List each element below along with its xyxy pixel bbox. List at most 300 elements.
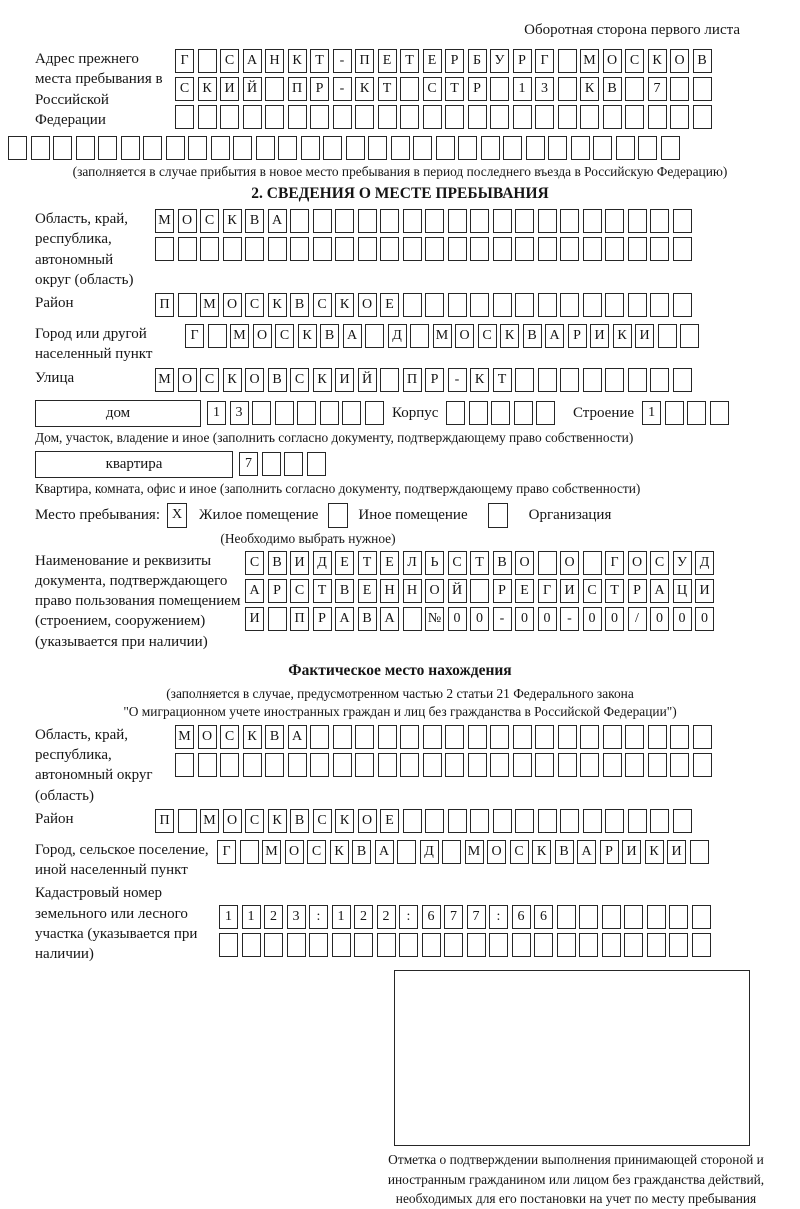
char-cell[interactable]: Р: [493, 579, 512, 603]
char-cell[interactable]: [548, 136, 567, 160]
char-cell[interactable]: Г: [185, 324, 204, 348]
char-cell[interactable]: [628, 237, 647, 261]
char-cell[interactable]: 1: [513, 77, 532, 101]
char-cell[interactable]: М: [155, 368, 174, 392]
char-cell[interactable]: О: [628, 551, 647, 575]
char-cell[interactable]: О: [245, 368, 264, 392]
char-cell[interactable]: [233, 136, 252, 160]
char-cell[interactable]: С: [245, 809, 264, 833]
char-cell[interactable]: [493, 237, 512, 261]
char-cell[interactable]: [536, 401, 555, 425]
char-cell[interactable]: [403, 209, 422, 233]
checkbox-other-premises[interactable]: [328, 503, 348, 528]
char-cell[interactable]: И: [635, 324, 654, 348]
char-cell[interactable]: [593, 136, 612, 160]
char-cell[interactable]: С: [220, 49, 239, 73]
char-cell[interactable]: К: [223, 368, 242, 392]
char-cell[interactable]: [284, 452, 303, 476]
char-cell[interactable]: 7: [467, 905, 486, 929]
char-cell[interactable]: К: [268, 293, 287, 317]
char-cell[interactable]: [490, 77, 509, 101]
char-cell[interactable]: Н: [380, 579, 399, 603]
char-cell[interactable]: [693, 105, 712, 129]
char-cell[interactable]: К: [470, 368, 489, 392]
char-cell[interactable]: -: [560, 607, 579, 631]
char-cell[interactable]: [403, 293, 422, 317]
char-cell[interactable]: И: [335, 368, 354, 392]
char-cell[interactable]: [422, 933, 441, 957]
char-cell[interactable]: [558, 105, 577, 129]
char-cell[interactable]: [425, 237, 444, 261]
char-cell[interactable]: С: [200, 368, 219, 392]
char-cell[interactable]: [625, 105, 644, 129]
char-cell[interactable]: Р: [468, 77, 487, 101]
char-cell[interactable]: [198, 753, 217, 777]
char-cell[interactable]: [538, 809, 557, 833]
char-cell[interactable]: [538, 209, 557, 233]
char-cell[interactable]: -: [493, 607, 512, 631]
char-cell[interactable]: [538, 237, 557, 261]
char-cell[interactable]: К: [532, 840, 551, 864]
char-cell[interactable]: [368, 136, 387, 160]
char-cell[interactable]: 3: [230, 401, 249, 425]
char-cell[interactable]: [650, 368, 669, 392]
char-cell[interactable]: Ц: [673, 579, 692, 603]
char-cell[interactable]: [377, 933, 396, 957]
char-cell[interactable]: [448, 809, 467, 833]
char-cell[interactable]: А: [243, 49, 262, 73]
char-cell[interactable]: [468, 753, 487, 777]
char-cell[interactable]: [410, 324, 429, 348]
char-cell[interactable]: О: [178, 368, 197, 392]
char-cell[interactable]: О: [223, 809, 242, 833]
char-cell[interactable]: [648, 105, 667, 129]
char-cell[interactable]: М: [230, 324, 249, 348]
char-cell[interactable]: Т: [400, 49, 419, 73]
char-cell[interactable]: [603, 105, 622, 129]
char-cell[interactable]: И: [560, 579, 579, 603]
char-cell[interactable]: [423, 725, 442, 749]
char-cell[interactable]: М: [580, 49, 599, 73]
char-cell[interactable]: -: [333, 77, 352, 101]
char-cell[interactable]: О: [455, 324, 474, 348]
char-cell[interactable]: [178, 293, 197, 317]
char-cell[interactable]: [400, 725, 419, 749]
char-cell[interactable]: [616, 136, 635, 160]
char-cell[interactable]: С: [423, 77, 442, 101]
char-cell[interactable]: 0: [583, 607, 602, 631]
char-cell[interactable]: [558, 49, 577, 73]
char-cell[interactable]: [355, 753, 374, 777]
char-cell[interactable]: О: [425, 579, 444, 603]
char-cell[interactable]: [275, 401, 294, 425]
char-cell[interactable]: Р: [268, 579, 287, 603]
char-cell[interactable]: [469, 401, 488, 425]
char-cell[interactable]: Г: [535, 49, 554, 73]
char-cell[interactable]: [245, 237, 264, 261]
char-cell[interactable]: [481, 136, 500, 160]
char-cell[interactable]: 1: [242, 905, 261, 929]
char-cell[interactable]: [268, 237, 287, 261]
char-cell[interactable]: [603, 725, 622, 749]
char-cell[interactable]: Р: [313, 607, 332, 631]
char-cell[interactable]: П: [403, 368, 422, 392]
char-cell[interactable]: 7: [648, 77, 667, 101]
char-cell[interactable]: [557, 905, 576, 929]
char-cell[interactable]: [278, 136, 297, 160]
char-cell[interactable]: №: [425, 607, 444, 631]
char-cell[interactable]: [391, 136, 410, 160]
char-cell[interactable]: [252, 401, 271, 425]
char-cell[interactable]: А: [577, 840, 596, 864]
char-cell[interactable]: К: [243, 725, 262, 749]
char-cell[interactable]: [560, 293, 579, 317]
char-cell[interactable]: [448, 293, 467, 317]
char-cell[interactable]: Н: [265, 49, 284, 73]
char-cell[interactable]: [31, 136, 50, 160]
char-cell[interactable]: [605, 293, 624, 317]
char-cell[interactable]: [560, 209, 579, 233]
char-cell[interactable]: [647, 933, 666, 957]
char-cell[interactable]: [423, 753, 442, 777]
char-cell[interactable]: [558, 725, 577, 749]
char-cell[interactable]: С: [245, 293, 264, 317]
char-cell[interactable]: К: [645, 840, 664, 864]
char-cell[interactable]: :: [399, 905, 418, 929]
char-cell[interactable]: С: [478, 324, 497, 348]
char-cell[interactable]: 6: [534, 905, 553, 929]
char-cell[interactable]: [333, 753, 352, 777]
char-cell[interactable]: С: [650, 551, 669, 575]
char-cell[interactable]: [265, 753, 284, 777]
char-cell[interactable]: 2: [354, 905, 373, 929]
char-cell[interactable]: [648, 725, 667, 749]
char-cell[interactable]: 2: [377, 905, 396, 929]
char-cell[interactable]: В: [268, 368, 287, 392]
char-cell[interactable]: [143, 136, 162, 160]
char-cell[interactable]: [175, 105, 194, 129]
char-cell[interactable]: [490, 105, 509, 129]
char-cell[interactable]: Д: [695, 551, 714, 575]
char-cell[interactable]: [513, 105, 532, 129]
char-cell[interactable]: [710, 401, 729, 425]
char-cell[interactable]: [256, 136, 275, 160]
char-cell[interactable]: [535, 753, 554, 777]
char-cell[interactable]: [512, 933, 531, 957]
char-cell[interactable]: В: [693, 49, 712, 73]
char-cell[interactable]: Л: [403, 551, 422, 575]
char-cell[interactable]: У: [490, 49, 509, 73]
char-cell[interactable]: 0: [448, 607, 467, 631]
char-cell[interactable]: [425, 809, 444, 833]
char-cell[interactable]: -: [333, 49, 352, 73]
char-cell[interactable]: А: [335, 607, 354, 631]
char-cell[interactable]: [397, 840, 416, 864]
char-cell[interactable]: [53, 136, 72, 160]
char-cell[interactable]: И: [667, 840, 686, 864]
char-cell[interactable]: [680, 324, 699, 348]
char-cell[interactable]: М: [262, 840, 281, 864]
char-cell[interactable]: Г: [175, 49, 194, 73]
char-cell[interactable]: П: [155, 809, 174, 833]
char-cell[interactable]: [605, 368, 624, 392]
char-cell[interactable]: Ь: [425, 551, 444, 575]
char-cell[interactable]: А: [343, 324, 362, 348]
char-cell[interactable]: [467, 933, 486, 957]
char-cell[interactable]: [342, 401, 361, 425]
char-cell[interactable]: М: [200, 293, 219, 317]
char-cell[interactable]: [489, 933, 508, 957]
char-cell[interactable]: И: [590, 324, 609, 348]
char-cell[interactable]: В: [352, 840, 371, 864]
char-cell[interactable]: [579, 905, 598, 929]
char-cell[interactable]: 6: [512, 905, 531, 929]
char-cell[interactable]: Е: [423, 49, 442, 73]
char-cell[interactable]: А: [245, 579, 264, 603]
char-cell[interactable]: [670, 725, 689, 749]
char-cell[interactable]: 3: [287, 905, 306, 929]
char-cell[interactable]: [243, 753, 262, 777]
char-cell[interactable]: [178, 809, 197, 833]
char-cell[interactable]: [602, 933, 621, 957]
char-cell[interactable]: В: [290, 293, 309, 317]
char-cell[interactable]: И: [290, 551, 309, 575]
char-cell[interactable]: К: [288, 49, 307, 73]
char-cell[interactable]: [470, 237, 489, 261]
char-cell[interactable]: [670, 77, 689, 101]
char-cell[interactable]: [605, 209, 624, 233]
char-cell[interactable]: [166, 136, 185, 160]
char-cell[interactable]: [557, 933, 576, 957]
char-cell[interactable]: [378, 725, 397, 749]
char-cell[interactable]: Д: [313, 551, 332, 575]
char-cell[interactable]: /: [628, 607, 647, 631]
char-cell[interactable]: [470, 293, 489, 317]
char-cell[interactable]: [515, 809, 534, 833]
char-cell[interactable]: [673, 293, 692, 317]
char-cell[interactable]: [514, 401, 533, 425]
char-cell[interactable]: [538, 551, 557, 575]
char-cell[interactable]: [380, 209, 399, 233]
char-cell[interactable]: С: [313, 809, 332, 833]
char-cell[interactable]: А: [650, 579, 669, 603]
char-cell[interactable]: Д: [388, 324, 407, 348]
char-cell[interactable]: [223, 237, 242, 261]
char-cell[interactable]: [445, 725, 464, 749]
char-cell[interactable]: [445, 753, 464, 777]
char-cell[interactable]: Н: [403, 579, 422, 603]
char-cell[interactable]: [290, 209, 309, 233]
char-cell[interactable]: В: [358, 607, 377, 631]
char-cell[interactable]: В: [555, 840, 574, 864]
char-cell[interactable]: [693, 725, 712, 749]
char-cell[interactable]: О: [515, 551, 534, 575]
char-cell[interactable]: 3: [535, 77, 554, 101]
char-cell[interactable]: [365, 401, 384, 425]
char-cell[interactable]: С: [290, 368, 309, 392]
char-cell[interactable]: Т: [493, 368, 512, 392]
char-cell[interactable]: [413, 136, 432, 160]
char-cell[interactable]: С: [307, 840, 326, 864]
char-cell[interactable]: [538, 368, 557, 392]
char-cell[interactable]: [625, 753, 644, 777]
char-cell[interactable]: [445, 105, 464, 129]
char-cell[interactable]: А: [375, 840, 394, 864]
char-cell[interactable]: В: [245, 209, 264, 233]
char-cell[interactable]: [638, 136, 657, 160]
char-cell[interactable]: [693, 77, 712, 101]
char-cell[interactable]: [365, 324, 384, 348]
char-cell[interactable]: [448, 237, 467, 261]
char-cell[interactable]: С: [290, 579, 309, 603]
char-cell[interactable]: [355, 725, 374, 749]
char-cell[interactable]: [515, 209, 534, 233]
char-cell[interactable]: [650, 809, 669, 833]
char-cell[interactable]: Е: [378, 49, 397, 73]
char-cell[interactable]: [692, 933, 711, 957]
char-cell[interactable]: [400, 105, 419, 129]
char-cell[interactable]: [323, 136, 342, 160]
char-cell[interactable]: [220, 105, 239, 129]
char-cell[interactable]: [648, 753, 667, 777]
char-cell[interactable]: [580, 753, 599, 777]
char-cell[interactable]: Е: [380, 551, 399, 575]
char-cell[interactable]: [403, 237, 422, 261]
char-cell[interactable]: [625, 725, 644, 749]
char-cell[interactable]: [535, 725, 554, 749]
char-cell[interactable]: [320, 401, 339, 425]
char-cell[interactable]: [444, 933, 463, 957]
char-cell[interactable]: К: [613, 324, 632, 348]
char-cell[interactable]: [558, 77, 577, 101]
char-cell[interactable]: [76, 136, 95, 160]
char-cell[interactable]: [571, 136, 590, 160]
char-cell[interactable]: [313, 209, 332, 233]
char-cell[interactable]: [470, 209, 489, 233]
char-cell[interactable]: [468, 725, 487, 749]
char-cell[interactable]: П: [355, 49, 374, 73]
char-cell[interactable]: [560, 237, 579, 261]
char-cell[interactable]: 0: [470, 607, 489, 631]
char-cell[interactable]: [307, 452, 326, 476]
char-cell[interactable]: К: [648, 49, 667, 73]
char-cell[interactable]: Е: [380, 293, 399, 317]
char-cell[interactable]: :: [309, 905, 328, 929]
char-cell[interactable]: Е: [335, 551, 354, 575]
char-cell[interactable]: [534, 933, 553, 957]
char-cell[interactable]: [526, 136, 545, 160]
char-cell[interactable]: [188, 136, 207, 160]
char-cell[interactable]: [288, 105, 307, 129]
char-cell[interactable]: [380, 237, 399, 261]
char-cell[interactable]: 0: [695, 607, 714, 631]
char-cell[interactable]: [583, 368, 602, 392]
char-cell[interactable]: [583, 237, 602, 261]
char-cell[interactable]: [243, 105, 262, 129]
char-cell[interactable]: В: [493, 551, 512, 575]
char-cell[interactable]: 1: [332, 905, 351, 929]
char-cell[interactable]: С: [583, 579, 602, 603]
char-cell[interactable]: О: [603, 49, 622, 73]
char-cell[interactable]: В: [335, 579, 354, 603]
char-cell[interactable]: [583, 293, 602, 317]
char-cell[interactable]: [628, 368, 647, 392]
char-cell[interactable]: [242, 933, 261, 957]
char-cell[interactable]: К: [500, 324, 519, 348]
char-cell[interactable]: [650, 209, 669, 233]
char-cell[interactable]: О: [358, 809, 377, 833]
char-cell[interactable]: [8, 136, 27, 160]
char-cell[interactable]: А: [380, 607, 399, 631]
char-cell[interactable]: [442, 840, 461, 864]
char-cell[interactable]: Т: [310, 49, 329, 73]
char-cell[interactable]: К: [298, 324, 317, 348]
char-cell[interactable]: 0: [605, 607, 624, 631]
char-cell[interactable]: И: [220, 77, 239, 101]
char-cell[interactable]: [491, 401, 510, 425]
char-cell[interactable]: [470, 809, 489, 833]
char-cell[interactable]: [493, 809, 512, 833]
char-cell[interactable]: [628, 293, 647, 317]
char-cell[interactable]: [290, 237, 309, 261]
char-cell[interactable]: [425, 293, 444, 317]
char-cell[interactable]: [673, 368, 692, 392]
char-cell[interactable]: М: [155, 209, 174, 233]
char-cell[interactable]: [155, 237, 174, 261]
char-cell[interactable]: [560, 809, 579, 833]
char-cell[interactable]: 1: [207, 401, 226, 425]
char-cell[interactable]: [693, 753, 712, 777]
char-cell[interactable]: А: [288, 725, 307, 749]
char-cell[interactable]: [583, 809, 602, 833]
char-cell[interactable]: В: [603, 77, 622, 101]
char-cell[interactable]: [624, 905, 643, 929]
char-cell[interactable]: [335, 209, 354, 233]
char-cell[interactable]: К: [580, 77, 599, 101]
char-cell[interactable]: Т: [313, 579, 332, 603]
char-cell[interactable]: М: [200, 809, 219, 833]
char-cell[interactable]: П: [155, 293, 174, 317]
char-cell[interactable]: [605, 809, 624, 833]
char-cell[interactable]: М: [175, 725, 194, 749]
char-cell[interactable]: -: [448, 368, 467, 392]
house-type-box[interactable]: дом: [35, 400, 201, 427]
char-cell[interactable]: [208, 324, 227, 348]
char-cell[interactable]: [346, 136, 365, 160]
char-cell[interactable]: [490, 753, 509, 777]
char-cell[interactable]: [670, 753, 689, 777]
checkbox-organization[interactable]: [488, 503, 508, 528]
char-cell[interactable]: [535, 105, 554, 129]
char-cell[interactable]: [661, 136, 680, 160]
char-cell[interactable]: 0: [673, 607, 692, 631]
char-cell[interactable]: К: [335, 293, 354, 317]
char-cell[interactable]: Е: [515, 579, 534, 603]
char-cell[interactable]: А: [545, 324, 564, 348]
char-cell[interactable]: [400, 753, 419, 777]
char-cell[interactable]: [98, 136, 117, 160]
char-cell[interactable]: К: [313, 368, 332, 392]
char-cell[interactable]: [313, 237, 332, 261]
char-cell[interactable]: Т: [445, 77, 464, 101]
char-cell[interactable]: [333, 105, 352, 129]
char-cell[interactable]: С: [625, 49, 644, 73]
char-cell[interactable]: [380, 368, 399, 392]
char-cell[interactable]: [470, 579, 489, 603]
char-cell[interactable]: [650, 237, 669, 261]
char-cell[interactable]: [515, 237, 534, 261]
char-cell[interactable]: [310, 105, 329, 129]
